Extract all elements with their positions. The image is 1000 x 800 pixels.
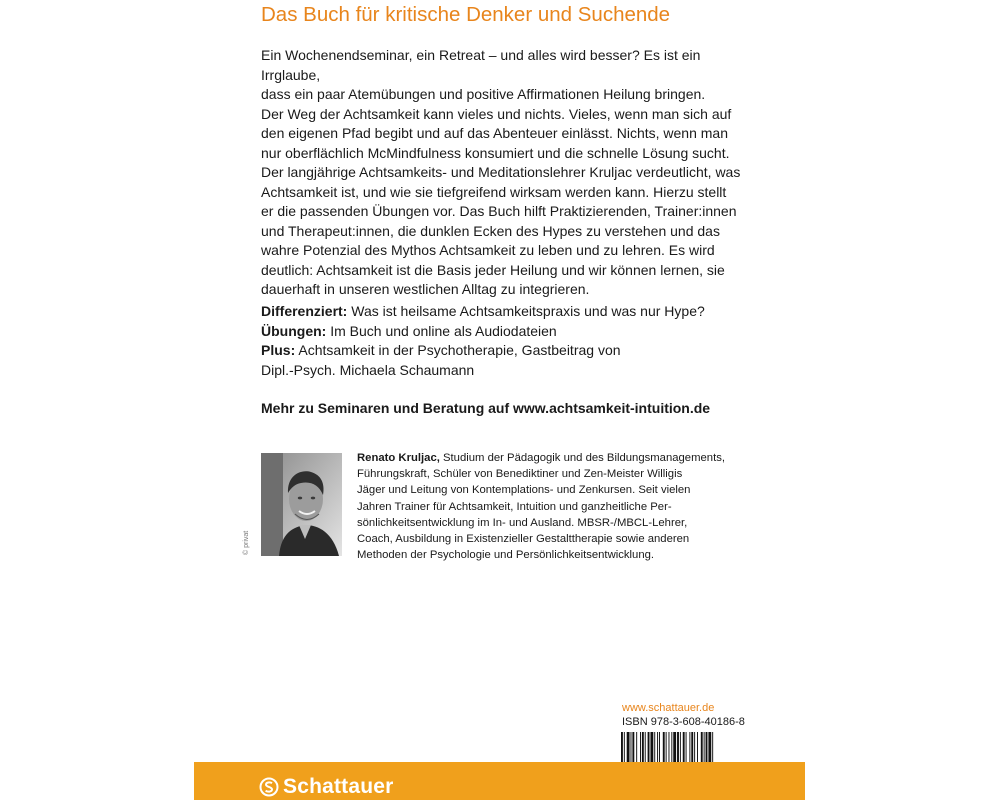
feature-list [261, 302, 751, 380]
publisher-name: Schattauer [283, 775, 394, 798]
author-name: Renato Kruljac, [357, 452, 440, 464]
feature-label: Übungen: [261, 322, 327, 339]
feature-item-plus [261, 341, 751, 380]
feature-text: Was ist heilsame Achtsamkeitspraxis und was nur Hype? [347, 303, 705, 319]
barcode-icon [621, 732, 741, 764]
cover-heading: Das Buch für kritische Denker und Suchende [261, 3, 671, 26]
isbn-number: ISBN 978-3-608-40186-8 [622, 716, 745, 728]
more-info-link: Mehr zu Seminaren und Beratung auf www.achtsamkeit-intuition.de [261, 400, 711, 416]
schattauer-logo-icon [259, 777, 279, 797]
author-photo [261, 453, 342, 556]
feature-label: Differenziert: [261, 303, 348, 319]
publisher-logo [259, 775, 394, 799]
feature-text: Im Buch und online als Audiodateien [326, 322, 557, 339]
feature-label: Plus: [261, 342, 296, 358]
photo-credit: © privat [243, 530, 250, 555]
feature-item-differenziert [261, 302, 751, 322]
author-bio-text: Studium der Pädagogik und des Bildungsmanagements, Führungskraft, Schüler von Benediktiner und Zen-Meister Willigis Jäger und Leitung von Kontemplations- und Zenkursen. Seit vielen Jahren Trainer für Achtsamkeit, Intuition und ganzheitliche Per- sönlichkeitsentwicklung im In- und Ausland. MBSR-/MBCL-Lehrer, Coach, Ausbildung in Existenzieller Gestalttherapie sowie anderen Methoden der Psychologie und Persönlichkeitsentwicklung. [357, 452, 725, 562]
feature-text: Achtsamkeit in der Psychotherapie, Gastbeitrag von Dipl.-Psych. Michaela Schaumann [261, 342, 621, 378]
publisher-website: www.schattauer.de [622, 702, 715, 714]
author-bio [357, 450, 749, 563]
author-portrait-image [261, 453, 342, 556]
book-description: Ein Wochenendseminar, ein Retreat – und alles wird besser? Es ist ein Irrglaube, dass ein paar Atemübungen und positive Affirmationen Heilung bringen. Der Weg der Achtsamkeit kann vieles und nichts. Vieles, wenn man sich auf den eigenen Pfad begibt und auf das Abenteuer einlässt. Nichts, wenn man nur oberflächlich McMindfulness konsumiert und die schnelle Lösung sucht. Der langjährige Achtsamkeits- und Meditationslehrer Kruljac verdeutlicht, was Achtsamkeit ist, und wie sie tiefgreifend wirksam werden kann. Hierzu stellt er die passenden Übungen vor. Das Buch hilft Praktizierenden, Trainer:innen und Therapeut:innen, die dunklen Ecken des Hypes zu verstehen und das wahre Potenzial des Mythos Achtsamkeit zu leben und zu lehren. Es wird deutlich: Achtsamkeit ist die Basis jeder Heilung und wir können lernen, sie dauerhaft in unseren westlichen Alltag zu integrieren. [261, 47, 741, 297]
feature-item-uebungen [261, 322, 751, 342]
